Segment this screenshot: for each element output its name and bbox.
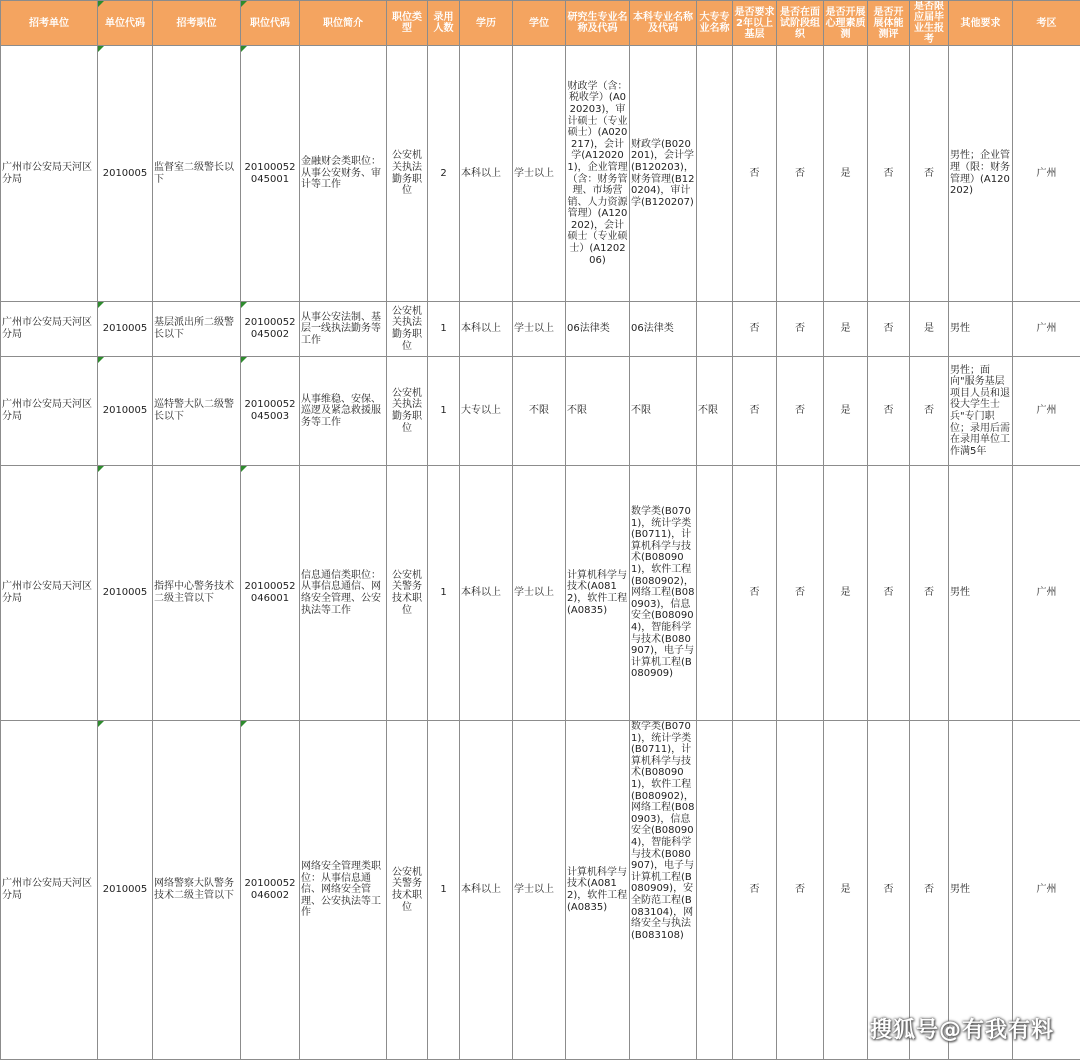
- cell-education: 本科以上: [460, 466, 513, 721]
- cell-q3: 是: [824, 466, 868, 721]
- cell-other: 男性: [949, 721, 1013, 1060]
- cell-q3: 是: [824, 302, 868, 357]
- cell-college-major: [697, 46, 733, 302]
- table-row: [1, 357, 1080, 466]
- cell-q3: 是: [824, 721, 868, 1060]
- cell-unit-code: 2010005: [98, 466, 153, 721]
- cell-position-code: 20100052046002: [241, 721, 300, 1060]
- cell-college-major: [697, 721, 733, 1060]
- cell-q3: 是: [824, 357, 868, 466]
- header-q1: 是否要求2年以上基层: [733, 1, 777, 46]
- table-row: [1, 302, 1080, 357]
- cell-degree: 学士以上: [513, 46, 566, 302]
- cell-q1: 否: [733, 302, 777, 357]
- cell-grad-major: 计算机科学与技术(A0812)，软件工程(A0835): [566, 721, 630, 1060]
- cell-q5: 否: [910, 357, 949, 466]
- cell-college-major: 不限: [697, 357, 733, 466]
- header-q4: 是否开展体能测评: [868, 1, 910, 46]
- cell-undergrad-major: 不限: [630, 357, 697, 466]
- cell-undergrad-major: 数学类(B0701)，统计学类(B0711)，计算机科学与技术(B080901)，软件工程(B080902)，网络工程(B080903)，信息安全(B080904)，智能科学与技术(B080907)，电子与计算机工程(B080909)，安全防范工程(B083104)，网络安全与执法(B083108): [630, 721, 697, 1060]
- cell-q1: 否: [733, 466, 777, 721]
- cell-q5: 否: [910, 46, 949, 302]
- cell-intro: 网络安全管理类职位：从事信息通信、网络安全管理、公安执法等工作: [300, 721, 387, 1060]
- header-type: 职位类型: [387, 1, 428, 46]
- cell-grad-major: 06法律类: [566, 302, 630, 357]
- cell-position-code: 20100052045001: [241, 46, 300, 302]
- cell-education: 本科以上: [460, 302, 513, 357]
- cell-degree: 学士以上: [513, 466, 566, 721]
- cell-type: 公安机关警务技术职位: [387, 721, 428, 1060]
- cell-other: 男性: [949, 466, 1013, 721]
- cell-q2: 否: [777, 466, 824, 721]
- cell-q4: 否: [868, 466, 910, 721]
- watermark: 搜狐号@有我有料: [870, 1018, 1054, 1044]
- cell-q5: 是: [910, 302, 949, 357]
- table-row: [1, 466, 1080, 721]
- cell-q1: 否: [733, 721, 777, 1060]
- cell-undergrad-major: 06法律类: [630, 302, 697, 357]
- cell-q5: 否: [910, 721, 949, 1060]
- cell-position: 指挥中心警务技术二级主管以下: [153, 466, 241, 721]
- cell-unit: 广州市公安局天河区分局: [1, 466, 98, 721]
- header-count: 录用人数: [428, 1, 460, 46]
- cell-education: 本科以上: [460, 721, 513, 1060]
- cell-region: 广州: [1013, 357, 1080, 466]
- header-intro: 职位简介: [300, 1, 387, 46]
- cell-region: 广州: [1013, 721, 1080, 1060]
- cell-education: 大专以上: [460, 357, 513, 466]
- cell-unit: 广州市公安局天河区分局: [1, 357, 98, 466]
- cell-unit-code: 2010005: [98, 302, 153, 357]
- cell-intro: 从事维稳、安保、巡逻及紧急救援服务等工作: [300, 357, 387, 466]
- cell-college-major: [697, 466, 733, 721]
- cell-q4: 否: [868, 302, 910, 357]
- cell-grad-major: 计算机科学与技术(A0812)，软件工程(A0835): [566, 466, 630, 721]
- cell-count: 2: [428, 46, 460, 302]
- cell-region: 广州: [1013, 46, 1080, 302]
- cell-q2: 否: [777, 302, 824, 357]
- cell-q2: 否: [777, 721, 824, 1060]
- cell-unit: 广州市公安局天河区分局: [1, 721, 98, 1060]
- header-degree: 学位: [513, 1, 566, 46]
- cell-degree: 学士以上: [513, 302, 566, 357]
- header-q2: 是否在面试阶段组织: [777, 1, 824, 46]
- cell-q2: 否: [777, 357, 824, 466]
- cell-position: 监督室二级警长以下: [153, 46, 241, 302]
- cell-other: 男性；企业管理（限：财务管理）(A120202): [949, 46, 1013, 302]
- cell-degree: 不限: [513, 357, 566, 466]
- cell-unit-code: 2010005: [98, 721, 153, 1060]
- header-q3: 是否开展心理素质测: [824, 1, 868, 46]
- cell-type: 公安机关警务技术职位: [387, 466, 428, 721]
- cell-type: 公安机关执法勤务职位: [387, 357, 428, 466]
- cell-position: 巡特警大队二级警长以下: [153, 357, 241, 466]
- cell-count: 1: [428, 302, 460, 357]
- cell-count: 1: [428, 466, 460, 721]
- header-unit: 招考单位: [1, 1, 98, 46]
- cell-undergrad-major: 数学类(B0701)，统计学类(B0711)，计算机科学与技术(B080901)，软件工程(B080902)，网络工程(B080903)，信息安全(B080904)，智能科学与技术(B080907)，电子与计算机工程(B080909): [630, 466, 697, 721]
- cell-intro: 从事公安法制、基层一线执法勤务等工作: [300, 302, 387, 357]
- cell-region: 广州: [1013, 466, 1080, 721]
- cell-intro: 金融财会类职位：从事公安财务、审计等工作: [300, 46, 387, 302]
- header-region: 考区: [1013, 1, 1080, 46]
- cell-region: 广州: [1013, 302, 1080, 357]
- cell-q2: 否: [777, 46, 824, 302]
- header-grad-major: 研究生专业名称及代码: [566, 1, 630, 46]
- header-undergrad-major: 本科专业名称及代码: [630, 1, 697, 46]
- cell-q4: 否: [868, 46, 910, 302]
- cell-position: 基层派出所二级警长以下: [153, 302, 241, 357]
- cell-count: 1: [428, 357, 460, 466]
- cell-unit: 广州市公安局天河区分局: [1, 46, 98, 302]
- header-q5: 是否限应届毕业生报考: [910, 1, 949, 46]
- cell-grad-major: 财政学（含：税收学）(A020203)，审计硕士（专业硕士）(A020217)，会计学(A120201)，企业管理（含：财务管理、市场营销、人力资源管理）(A120202)，会计硕士（专业硕士）(A120206): [566, 46, 630, 302]
- cell-count: 1: [428, 721, 460, 1060]
- cell-unit: 广州市公安局天河区分局: [1, 302, 98, 357]
- cell-q5: 否: [910, 466, 949, 721]
- cell-unit-code: 2010005: [98, 46, 153, 302]
- cell-q1: 否: [733, 357, 777, 466]
- header-college-major: 大专专业名称: [697, 1, 733, 46]
- cell-other: 男性；面向"服务基层项目人员和退役大学生士兵"专门职位；录用后需在录用单位工作满5年: [949, 357, 1013, 466]
- cell-position: 网络警察大队警务技术二级主管以下: [153, 721, 241, 1060]
- cell-q4: 否: [868, 357, 910, 466]
- table-row: [1, 46, 1080, 302]
- cell-intro: 信息通信类职位：从事信息通信、网络安全管理、公安执法等工作: [300, 466, 387, 721]
- cell-unit-code: 2010005: [98, 357, 153, 466]
- cell-q4: 否: [868, 721, 910, 1060]
- cell-type: 公安机关执法勤务职位: [387, 46, 428, 302]
- cell-position-code: 20100052045003: [241, 357, 300, 466]
- cell-education: 本科以上: [460, 46, 513, 302]
- header-position: 招考职位: [153, 1, 241, 46]
- cell-other: 男性: [949, 302, 1013, 357]
- header-position-code: 职位代码: [241, 1, 300, 46]
- cell-grad-major: 不限: [566, 357, 630, 466]
- header-education: 学历: [460, 1, 513, 46]
- cell-degree: 学士以上: [513, 721, 566, 1060]
- header-other: 其他要求: [949, 1, 1013, 46]
- table-row: [1, 721, 1080, 1060]
- cell-undergrad-major: 财政学(B020201)，会计学(B120203)，财务管理(B120204)，审计学(B120207): [630, 46, 697, 302]
- cell-type: 公安机关执法勤务职位: [387, 302, 428, 357]
- header-unit-code: 单位代码: [98, 1, 153, 46]
- cell-college-major: [697, 302, 733, 357]
- header-row: [1, 1, 1080, 46]
- cell-q3: 是: [824, 46, 868, 302]
- cell-position-code: 20100052046001: [241, 466, 300, 721]
- cell-position-code: 20100052045002: [241, 302, 300, 357]
- cell-q1: 否: [733, 46, 777, 302]
